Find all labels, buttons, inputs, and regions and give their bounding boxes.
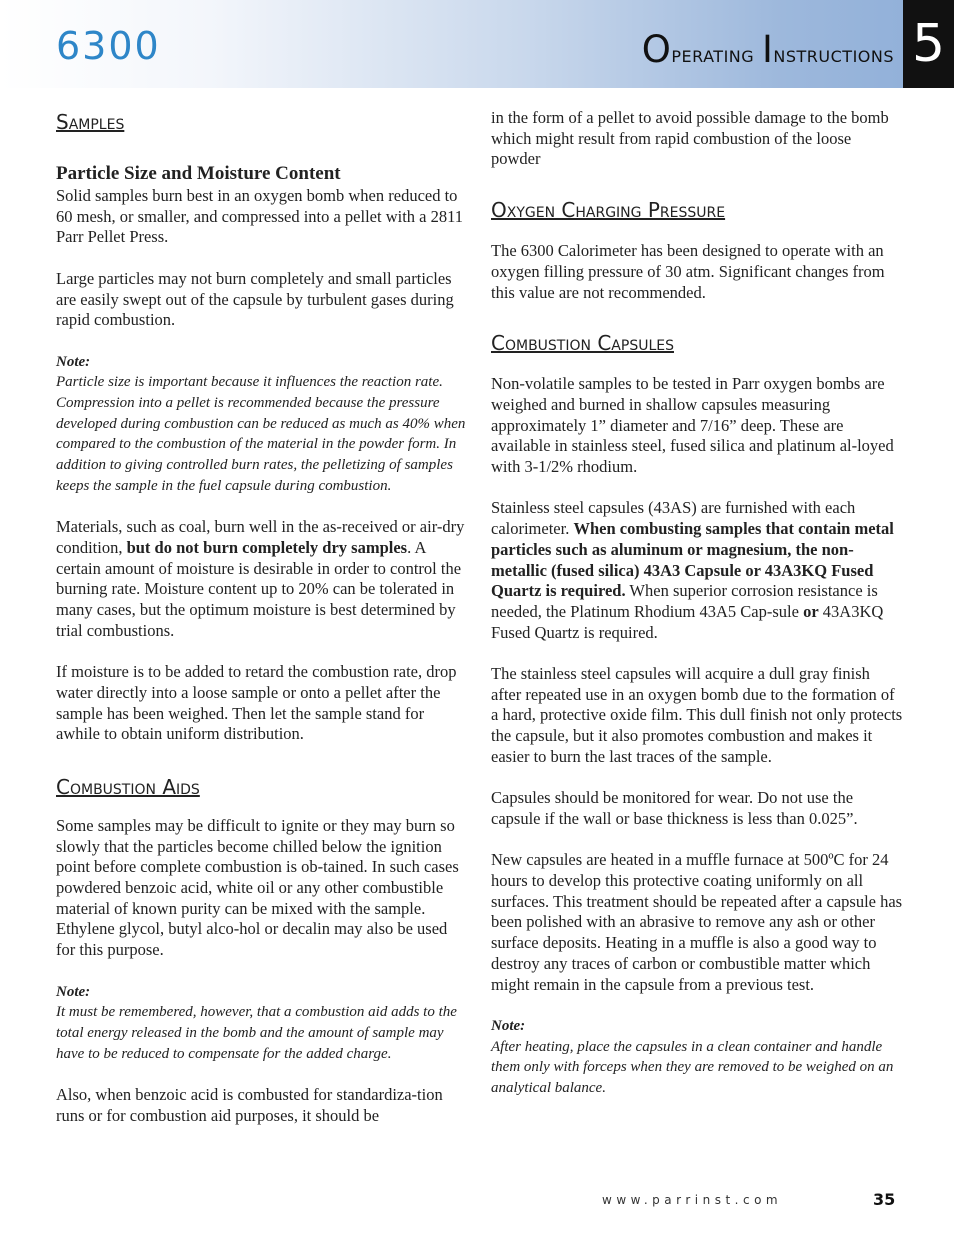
particle-size-heading: Particle Size and Moisture Content xyxy=(56,163,341,184)
page-header xyxy=(0,0,954,88)
combustion-capsules-heading: Combustion Capsules xyxy=(491,331,674,356)
left-column xyxy=(56,108,468,1126)
paragraph: Stainless steel capsules (43AS) are furnished with each calorimeter. When combusting samples that contain metal particles such as aluminum or magnesium, the non-metallic (fused silica) 43A3 Capsule or 43A3KQ Fused Quartz is required. When superior corrosion resistance is needed, the Platinum Rhodium 43A5 Cap-sule or 43A3KQ Fused Quartz is required. xyxy=(491,498,894,642)
note-label: Note: xyxy=(491,1017,526,1034)
samples-heading: Samples xyxy=(56,110,125,134)
note-text: Particle size is important because it influences the reaction rate. Compression into a pellet is recommended because the pressure developed during combustion can be reduced as much as 40% when compared to the combustion of the material in the powder form. In addition to giving controlled burn rates, the pelletizing of samples keeps the sample in the fuel capsule during combustion. xyxy=(56,374,466,494)
chapter-number: 5 xyxy=(903,0,954,88)
paragraph: Non-volatile samples to be tested in Parr oxygen bombs are weighed and burned in shallow capsules measuring approximately 1” diameter and 7/16” deep. These are available in stainless steel, fused silica and platinum al-loyed with 3-1/2% rhodium. xyxy=(491,374,894,477)
note-text: After heating, place the capsules in a clean container and handle them only with forceps when they are removed to be weighed on an analytical balance. xyxy=(491,1038,894,1097)
chapter-title: Operating Instructions xyxy=(641,28,894,71)
note-label: Note: xyxy=(56,983,91,1000)
page-number: 35 xyxy=(873,1190,896,1209)
paragraph: Capsules should be monitored for wear. Do not use the capsule if the wall or base thickness is less than 0.025”. xyxy=(491,788,858,828)
paragraph: Materials, such as coal, burn well in the as-received or air-dry condition, but do not burn completely dry samples. A certain amount of moisture is desirable in order to control the burning rate. Moisture content up to 20% can be tolerated in many cases, but the optimum moisture is best determined by trial combustions. xyxy=(56,517,465,640)
oxygen-pressure-heading: Oxygen Charging Pressure xyxy=(491,198,726,223)
combustion-aids-heading: Combustion Aids xyxy=(56,774,200,799)
paragraph: The stainless steel capsules will acquire a dull gray finish after repeated use in an oxygen bomb due to the formation of a hard, protective oxide film. This dull finish not only protects the capsule, but it also promotes combustion and makes it easier to burn the last traces of the sample. xyxy=(491,664,903,766)
paragraph: New capsules are heated in a muffle furnace at 500ºC for 24 hours to develop this protective coating uniformly on all surfaces. This treatment should be repeated after a capsule has been polished with an abrasive to remove any ash or other surface deposits. Heating in a muffle is also a good way to destroy any traces of carbon or combustible matter which might remain in the capsule from a previous test. xyxy=(491,850,903,994)
paragraph: Solid samples burn best in an oxygen bomb when reduced to 60 mesh, or smaller, and compressed into a pellet with a 2811 Parr Pellet Press. xyxy=(56,186,464,247)
note-text: It must be remembered, however, that a combustion aid adds to the total energy released in the bomb and the amount of sample may have to be reduced to compensate for the added charge. xyxy=(56,1004,457,1062)
paragraph: The 6300 Calorimeter has been designed to operate with an oxygen filling pressure of 30 atm. Significant changes from this value are not recommended. xyxy=(491,241,885,302)
model-number: 6300 xyxy=(56,24,161,68)
paragraph: Some samples may be difficult to ignite or they may burn so slowly that the particles become chilled below the ignition point before complete combustion is ob-tained. In such cases powdered benzoic acid, white oil or any other combustible material of known purity can be mixed with the sample. Ethylene glycol, butyl alco-hol or decalin may also be used for this purpose. xyxy=(56,815,459,960)
paragraph: Large particles may not burn completely and small particles are easily swept out of the capsule by turbulent gases during rapid combustion. xyxy=(56,268,454,330)
note-label: Note: xyxy=(56,353,91,370)
website-url: www.parrinst.com xyxy=(602,1193,783,1207)
paragraph: in the form of a pellet to avoid possible damage to the bomb which might result from rapid combustion of the loose powder xyxy=(491,108,889,169)
right-column xyxy=(491,108,903,1099)
paragraph: Also, when benzoic acid is combusted for standardiza-tion runs or for combustion aid purposes, it should be xyxy=(56,1085,443,1125)
paragraph: If moisture is to be added to retard the combustion rate, drop water directly into a loose sample or onto a pellet after the sample has been weighed. Then let the sample stand for awhile to obtain uniform distribution. xyxy=(56,662,457,744)
